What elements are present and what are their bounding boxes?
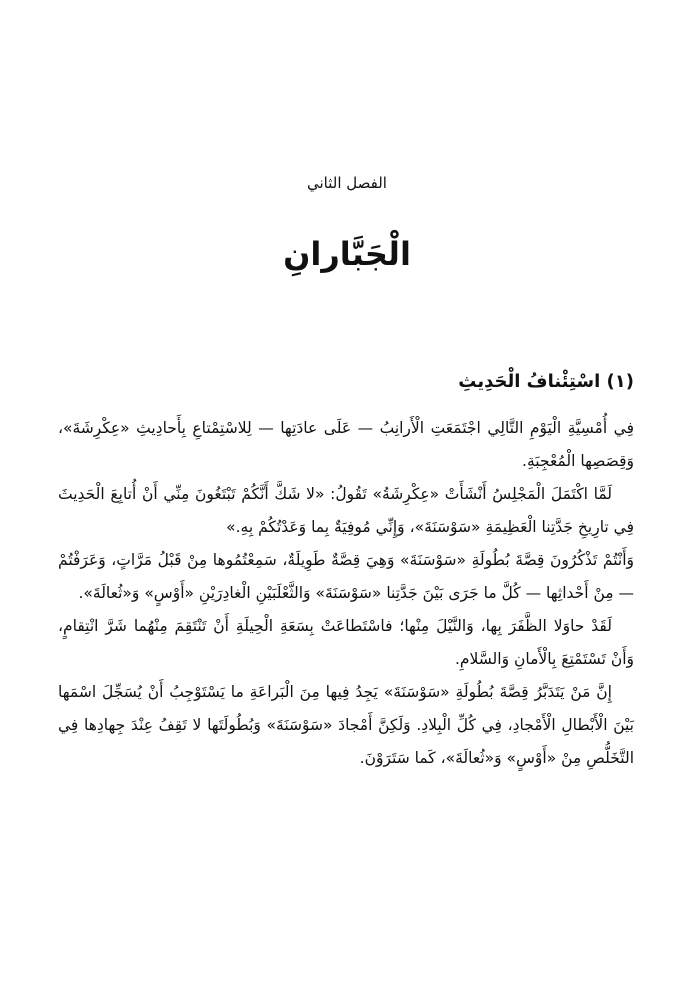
paragraph-2: لَمَّا اكْتَمَلَ الْمَجْلِسُ أَنْشَأَتْ «عِكْرِشَةُ» تَقُولُ: «لا شَكَّ أَنَّكُمْ تَبْتَغُونَ مِنِّي أَنْ أُتابِعَ الْحَدِيثَ فِي تارِيخِ جَدَّتِنا الْعَظِيمَةِ «سَوْسَنَةَ»، وَإِنِّي مُوفِيَةٌ بِما وَعَدْتُكُمْ بِهِ.» bbox=[58, 485, 634, 536]
paragraph-3: وَأَنْتُمْ تَذْكُرُونَ قِصَّةَ بُطُولَةِ «سَوْسَنَةَ» وَهِيَ قِصَّةٌ طَوِيلَةٌ، سَمِعْتُمُوها مِنْ قَبْلُ مَرَّاتٍ، وَعَرَفْتُمْ — مِنْ أَحْداثِها — كُلَّ ما جَرَى بَيْنَ جَدَّتِنا «سَوْسَنَةَ» وَالثَّعْلَبَيْنِ الْغادِرَيْنِ «أَوْسٍ» وَ«ثُعالَةَ». bbox=[58, 551, 634, 602]
paragraph-5: إِنَّ مَنْ يَتَدَبَّرُ قِصَّةَ بُطُولَةِ «سَوْسَنَةَ» يَجِدُ فِيها مِنَ الْبَراعَةِ ما يَسْتَوْجِبُ أَنْ يُسَجِّلَ اسْمَها بَيْنَ الْأَبْطالِ الْأَمْجادِ، فِي كُلِّ الْبِلادِ. وَلَكِنَّ أَمْجادَ «سَوْسَنَةَ» وَبُطُولَتَها لا تَقِفُ عِنْدَ جِهادِها فِي التَّخَلُّصِ مِنْ «أَوْسٍ» وَ«ثُعالَةَ»، كَما سَتَرَوْنَ. bbox=[58, 683, 634, 767]
paragraph-1: فِي أُمْسِيَّةِ الْيَوْمِ التَّالِي اجْتَمَعَتِ الْأَرانِبُ — عَلَى عادَتِها — لِلاسْتِمْتاعِ بِأَحادِيثِ «عِكْرِشَةَ»، وَقِصَصِها الْمُعْجِبَةِ. bbox=[58, 419, 634, 470]
section-heading: (١) اسْتِئْنافُ الْحَدِيثِ bbox=[458, 371, 634, 392]
chapter-title: الْجَبَّارانِ bbox=[283, 235, 411, 273]
paragraph-4: لَقَدْ حاوَلا الظَّفَرَ بِها، وَالنَّيْلَ مِنْها؛ فاسْتَطاعَتْ بِسَعَةِ الْحِيلَةِ أَنْ تَنْتَقِمَ مِنْهُما شَرَّ انْتِقامٍ، وَأَنْ تَسْتَمْتِعَ بِالْأَمانِ وَالسَّلامِ. bbox=[58, 617, 634, 668]
body-text bbox=[58, 412, 634, 775]
chapter-label: الفصل الثاني bbox=[307, 174, 387, 192]
